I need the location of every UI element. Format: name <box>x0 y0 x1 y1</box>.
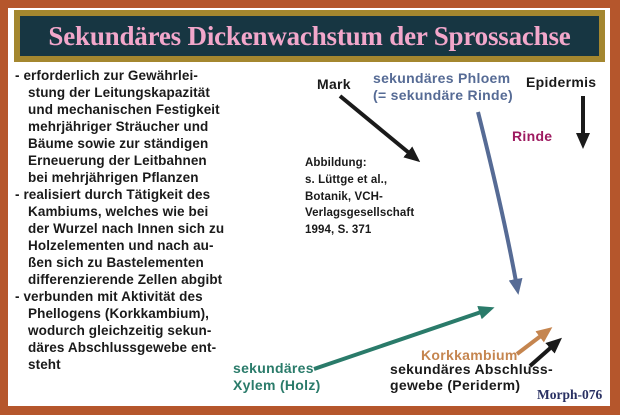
text-line: mehrjähriger Sträucher und <box>28 119 209 134</box>
text-line: der Wurzel nach Innen sich zu <box>28 221 225 236</box>
xylem-label <box>233 360 321 394</box>
phloem-label <box>373 70 513 104</box>
text-line: bei mehrjährigen Pflanzen <box>28 170 199 185</box>
caption-line: Abbildung: <box>305 157 367 169</box>
xylem-label-line2: Xylem (Holz) <box>233 377 321 393</box>
caption-line: s. Lüttge et al., <box>305 173 388 186</box>
phloem-label-line1: sekundäres Phloem <box>373 70 511 86</box>
epidermis-label-text: Epidermis <box>526 74 597 90</box>
periderm-label <box>390 362 553 393</box>
text-line: - realisiert durch Tätigkeit des <box>15 187 211 202</box>
periderm-label-line2: gewebe (Periderm) <box>390 376 521 393</box>
text-line: Phellogens (Korkkambium), <box>28 306 210 321</box>
text-line: steht <box>28 357 61 372</box>
slide-id: Morph-076 <box>537 387 603 402</box>
figure-caption <box>305 155 414 239</box>
rinde-label-text: Rinde <box>512 128 553 144</box>
text-line: Erneuerung der Leitbahnen <box>28 153 207 168</box>
mark-label-text: Mark <box>317 76 351 92</box>
caption-line: 1994, S. 371 <box>305 224 372 237</box>
text-line: Kambiums, welches wie bei <box>28 204 209 219</box>
rinde-label <box>512 128 552 145</box>
korkkambium-label-text: Korkkambium <box>421 347 518 363</box>
page-title: Sekundäres Dickenwachstum der Sprossachse <box>48 20 571 51</box>
caption-line: Botanik, VCH- <box>305 190 383 203</box>
text-line: ßen sich zu Bastelementen <box>28 255 204 270</box>
text-line: däres Abschlussgewebe ent- <box>28 340 217 355</box>
text-line: - verbunden mit Aktivität des <box>15 289 203 304</box>
text-line: wodurch gleichzeitig sekun- <box>28 323 212 338</box>
korkkambium-arrow <box>517 332 546 354</box>
bullet-list <box>15 67 310 373</box>
text-line: differenzierende Zellen abgibt <box>28 272 223 287</box>
title-bar <box>14 10 605 62</box>
caption-line: Verlagsgesellschaft <box>305 207 415 220</box>
mark-arrow <box>340 96 414 157</box>
text-line: Bäume sowie zur ständigen <box>28 136 209 151</box>
epidermis-label <box>526 74 596 91</box>
xylem-label-line1: sekundäres <box>233 360 314 376</box>
text-line: und mechanischen Festigkeit <box>28 102 220 117</box>
text-line: Holzelementen und nach au- <box>28 238 214 253</box>
phloem-label-line2: (= sekundäre Rinde) <box>373 87 513 103</box>
text-line: stung der Leitungskapazität <box>28 85 210 100</box>
mark-label <box>317 76 351 93</box>
text-line: - erforderlich zur Gewährlei- <box>15 68 198 83</box>
periderm-label-line1: sekundäres Abschluss- <box>390 361 553 377</box>
